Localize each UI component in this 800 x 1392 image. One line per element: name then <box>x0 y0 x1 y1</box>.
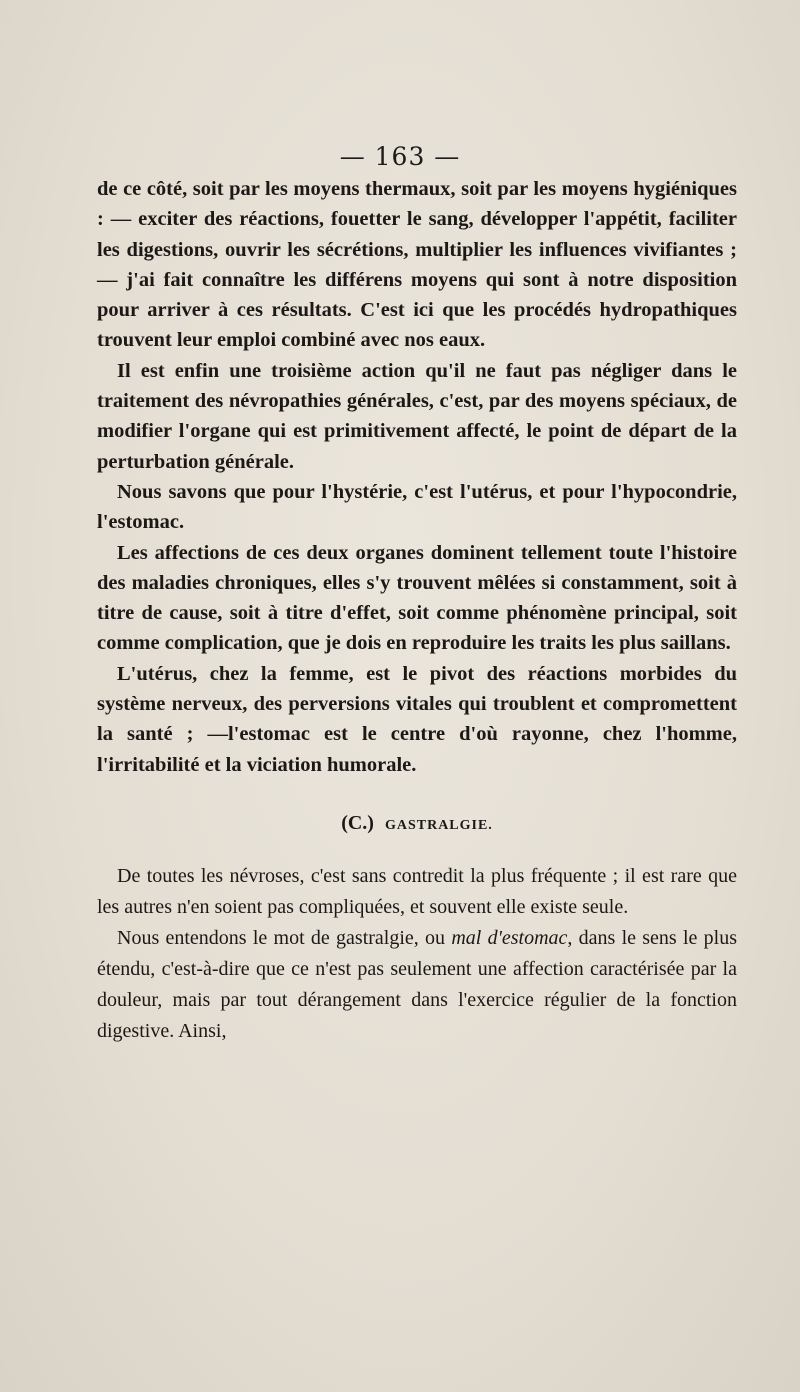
section-heading <box>97 808 737 841</box>
paragraph-7-italic: mal d'estomac <box>451 927 568 950</box>
body-text <box>97 174 737 1047</box>
paragraph-7 <box>97 923 737 1047</box>
paragraph-7-start: Nous entendons le mot de gastralgie, ou <box>117 927 452 950</box>
section-title: GASTRALGIE. <box>384 817 493 833</box>
section-label: (C.) <box>341 811 374 834</box>
paragraph-7-end: , dans le sens le plus étendu, c'est-à-dire que ce n'est pas seulement une affection caractérisée par la douleur, mais par tout dérangement dans l'exercice régulier de la fonction digestive. Ainsi, <box>97 927 737 1043</box>
paragraph-1: de ce côté, soit par les moyens thermaux, soit par les moyens hygiéniques : — exciter des réactions, fouetter le sang, développer l'appétit, faciliter les digestions, ouvrir les sécrétions, multiplier les influences vivifiantes ; — j'ai fait connaître les différens moyens qui sont à notre disposition pour arriver à ces résultats. C'est ici que les procédés hydropathiques trouvent leur emploi combiné avec nos eaux. <box>97 178 737 352</box>
paragraph-3: Nous savons que pour l'hystérie, c'est l'utérus, et pour l'hypocondrie, l'estomac. <box>97 480 737 534</box>
paragraph-5: L'utérus, chez la femme, est le pivot des réactions morbides du système nerveux, des perversions vitales qui troublent et compromettent la santé ; —l'estomac est le centre d'où rayonne, chez l'homme, l'irritabilité et la viciation humorale. <box>97 662 737 776</box>
paragraph-6: De toutes les névroses, c'est sans contredit la plus fréquente ; il est rare que les autres n'en soient pas compliquées, et souvent elle existe seule. <box>97 865 737 919</box>
paragraph-4: Les affections de ces deux organes dominent tellement toute l'histoire des maladies chroniques, elles s'y trouvent mêlées si constamment, soit à titre de cause, soit à titre d'effet, soit comme phénomène principal, soit comme complication, que je dois en reproduire les traits les plus saillans. <box>97 541 737 655</box>
page-number: — 163 — <box>339 142 461 171</box>
paragraph-2: Il est enfin une troisième action qu'il ne faut pas négliger dans le traitement des névropathies générales, c'est, par des moyens spéciaux, de modifier l'organe qui est primitivement affecté, le point de départ de la perturbation générale. <box>97 359 737 473</box>
